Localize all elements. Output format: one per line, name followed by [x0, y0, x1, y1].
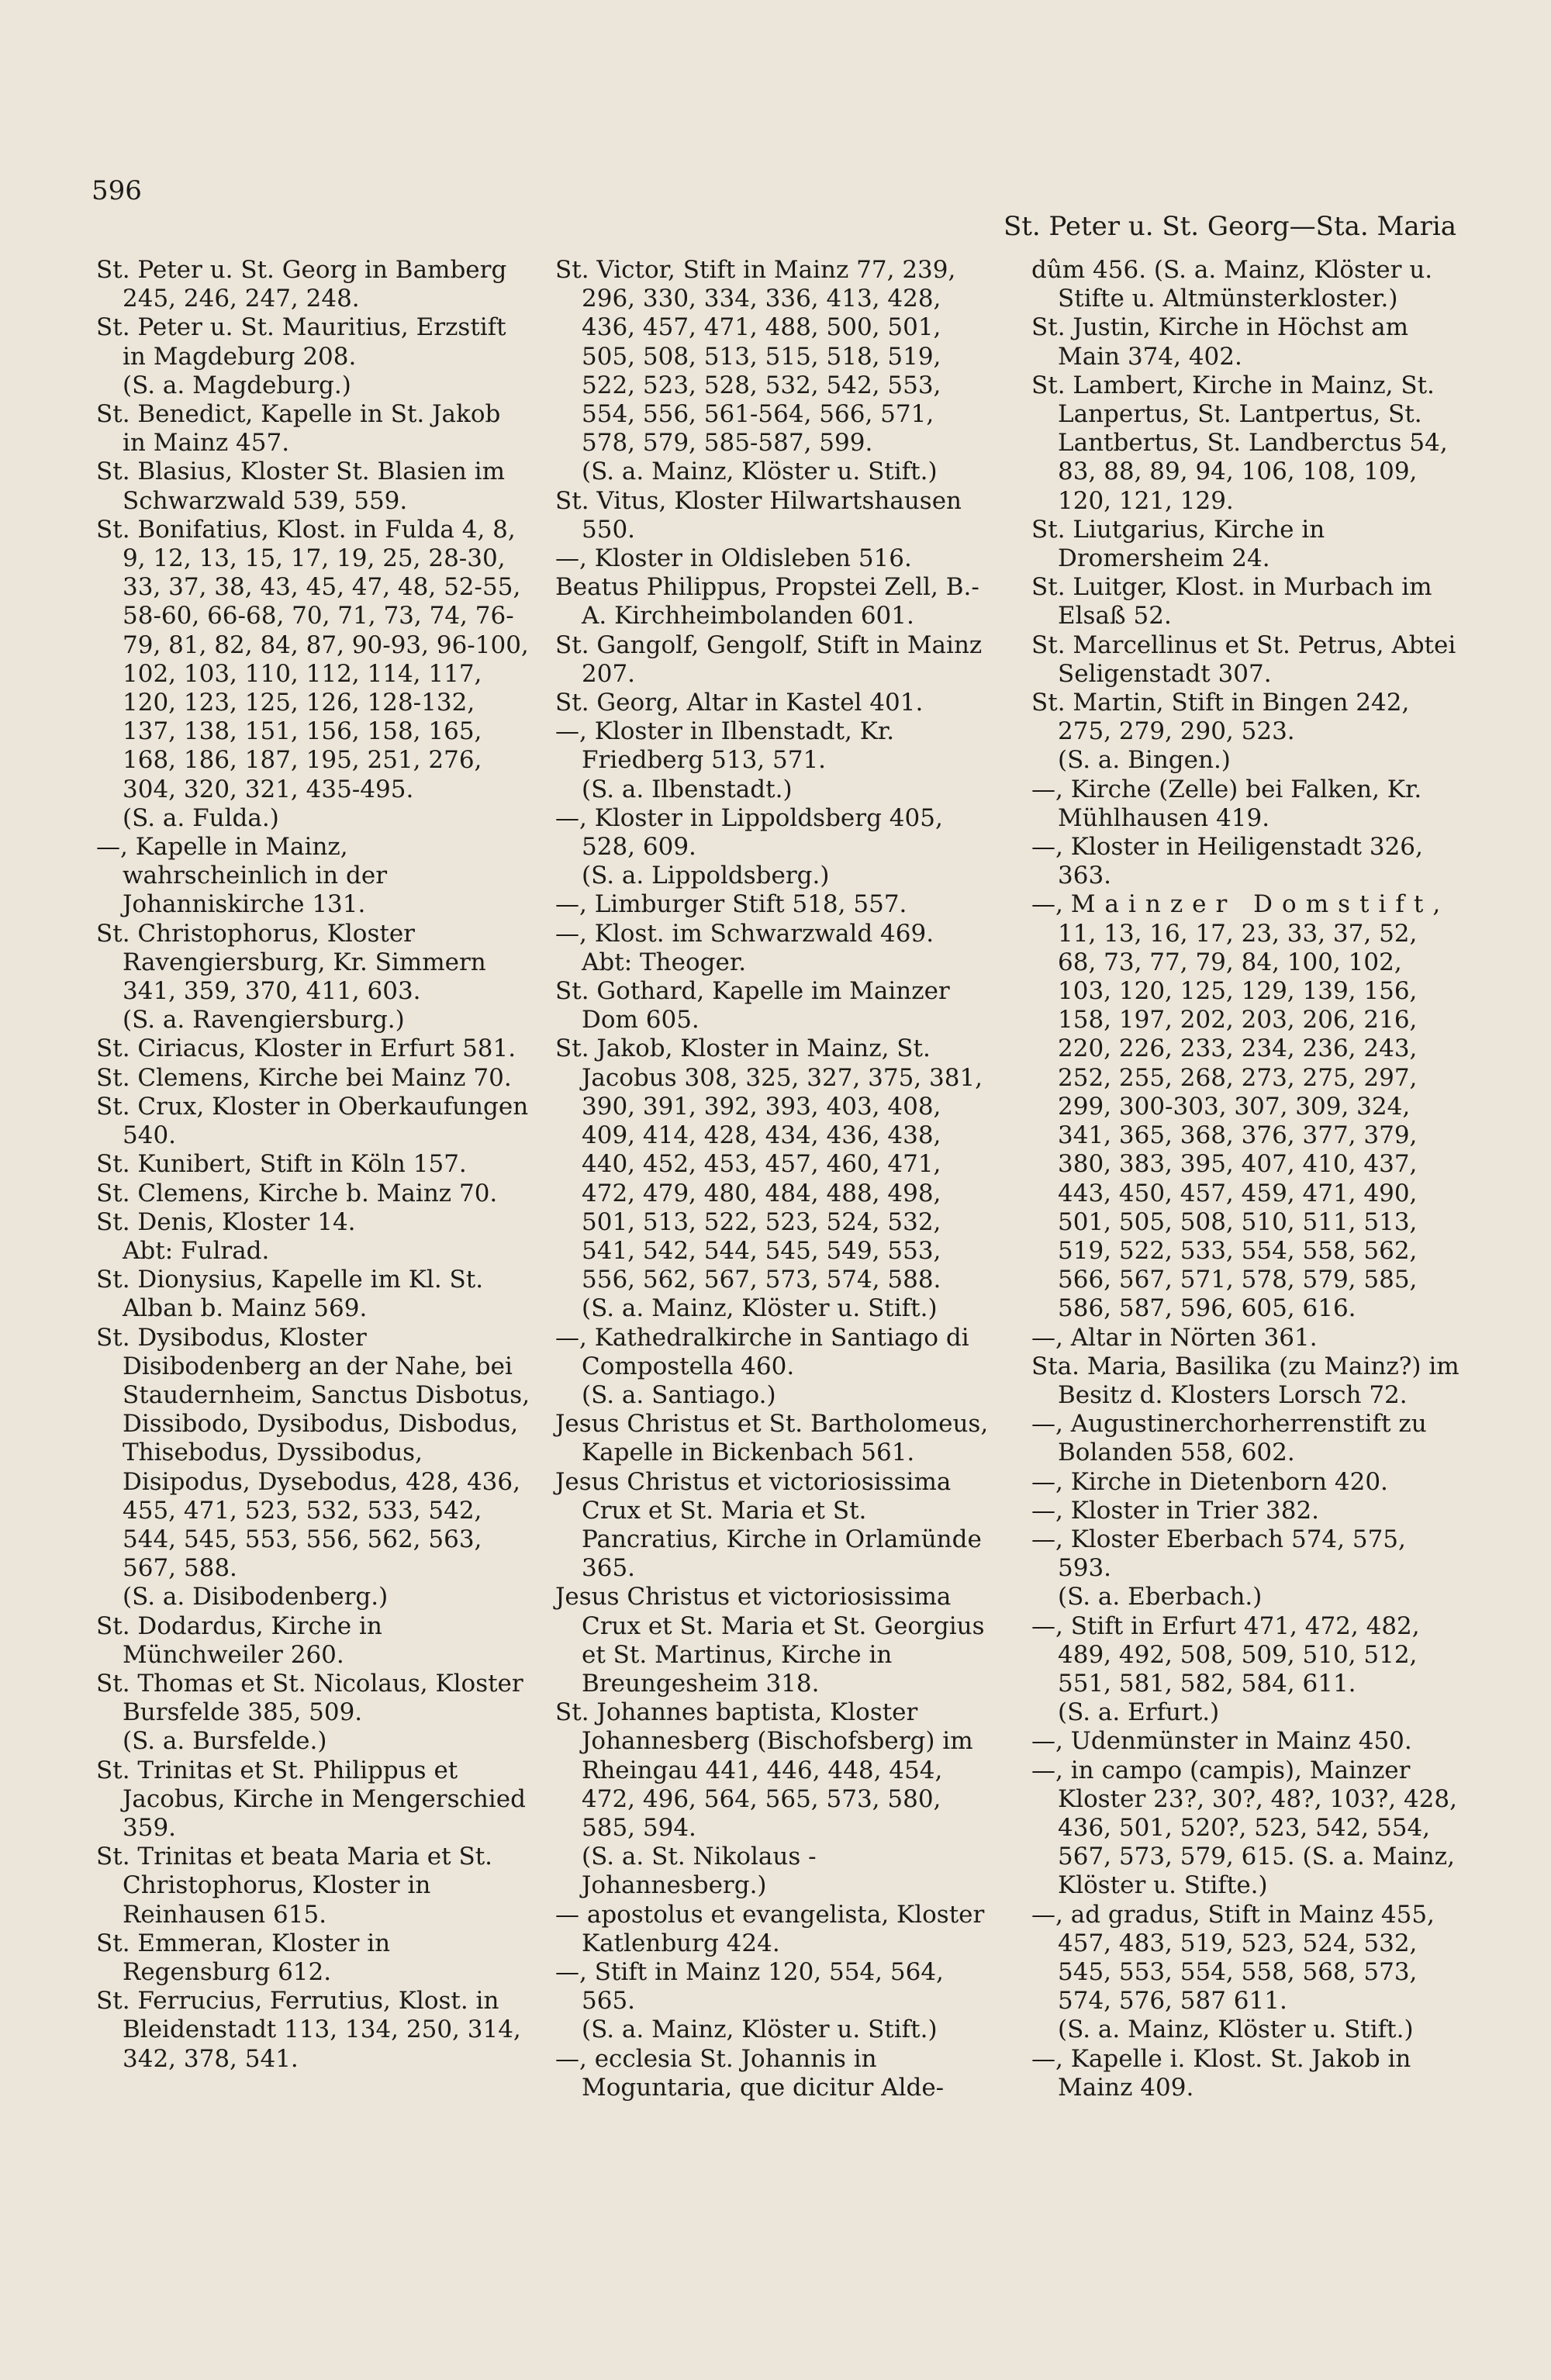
index-entry: Jesus Christus et St. Bartholomeus, Kapelle in Bickenbach 561.: [555, 1410, 989, 1467]
index-entry: St. Peter u. St. Mauritius, Erzstift in Magdeburg 208.: [96, 313, 506, 371]
index-entry: Beatus Philippus, Propstei Zell, B.-A. Kirchheimbolanden 601.: [555, 573, 979, 630]
index-entry: St. Kunibert, Stift in Köln 157.: [96, 1150, 467, 1179]
index-entry: —, Altar in Nörten 361.: [1031, 1323, 1318, 1352]
index-entry: St. Victor, Stift in Mainz 77, 239, 296, 330, 334, 336, 413, 428, 436, 457, 471, 488, 500, 501, 505, 508, 513, 515, 518, 519, 522, 523, 528, 532, 542, 553, 554, 556, 561-564, 566, 571, 578, 579, 585-587, 599.: [555, 256, 956, 458]
index-entry: —, Udenmünster in Mainz 450.: [1031, 1727, 1412, 1756]
index-entry: —, in campo (campis), Mainzer Kloster 23?, 30?, 48?, 103?, 428, 436, 501, 520?, 523, 542, 554, 567, 573, 579, 615. (S. a. Mainz, Klöster u. Stifte.): [1031, 1756, 1457, 1900]
index-entry: —, Kirche (Zelle) bei Falken, Kr. Mühlhausen 419.: [1031, 775, 1422, 832]
running-head: St. Peter u. St. Georg—Sta. Maria: [1003, 211, 1456, 242]
index-entry: — apostolus et evangelista, Kloster Katlenburg 424.: [555, 1900, 985, 1957]
index-entry: St. Ferrucius, Ferrutius, Klost. in Bleidenstadt 113, 134, 250, 314, 342, 378, 541.: [96, 1987, 521, 2073]
index-entry: (S. a. Eberbach.): [1058, 1583, 1263, 1611]
index-entry: St. Georg, Altar in Kastel 401.: [555, 689, 924, 717]
index-entry: (S. a. Ilbenstadt.): [582, 775, 793, 803]
index-entry: St. Peter u. St. Georg in Bamberg 245, 246, 247, 248.: [96, 256, 507, 313]
index-entry: St. Dionysius, Kapelle im Kl. St. Alban b. Mainz 569.: [96, 1266, 484, 1323]
index-entry: (S. a. Mainz, Klöster u. Stift.): [582, 2016, 938, 2044]
index-entry: (S. a. Lippoldsberg.): [582, 862, 830, 890]
index-entry: St. Clemens, Kirche bei Mainz 70.: [96, 1063, 512, 1092]
index-entry: —, Kloster in Heiligenstadt 326, 363.: [1031, 833, 1423, 890]
index-entry: St. Crux, Kloster in Oberkaufungen 540.: [96, 1092, 529, 1150]
index-column-1: [96, 256, 530, 2074]
index-entry: —, Limburger Stift 518, 557.: [555, 890, 907, 919]
index-entry: (S. a. Santiago.): [582, 1380, 776, 1409]
index-entry: —, Stift in Mainz 120, 554, 564, 565.: [555, 1957, 944, 2016]
spaced-heading: Mainzer Domstift: [1070, 890, 1433, 919]
index-entry: St. Gothard, Kapelle im Mainzer Dom 605.: [555, 977, 950, 1035]
index-entry: (S. a. Mainz, Klöster u. Stift.): [1058, 2016, 1414, 2044]
index-entry: St. Benedict, Kapelle in St. Jakob in Mainz 457.: [96, 400, 501, 458]
index-entry: St. Bonifatius, Klost. in Fulda 4, 8, 9, 12, 13, 15, 17, 19, 25, 28-30, 33, 37, 38, 43, 45, 47, 48, 52-55, 58-60, 66-68, 70, 71, 73, 74, 76-79, 81, 82, 84, 87, 90-93, 96-100, 102, 103, 110, 112, 114, 117, 120, 123, 125, 126, 128-132, 137, 138, 151, 156, 158, 165, 168, 186, 187, 195, 251, 276, 304, 320, 321, 435-495.: [96, 515, 529, 803]
index-entry: —, Klost. im Schwarzwald 469.: [555, 919, 934, 948]
index-entry: —, Kapelle in Mainz, wahrscheinlich in der Johanniskirche 131.: [96, 833, 388, 919]
index-column-2: [555, 256, 993, 2102]
index-entry: (S. a. Bursfelde.): [123, 1727, 327, 1756]
index-entry: St. Jakob, Kloster in Mainz, St. Jacobus 308, 325, 327, 375, 381, 390, 391, 392, 393, 403, 408, 409, 414, 428, 434, 436, 438, 440, 452, 453, 457, 460, 471, 472, 479, 480, 484, 488, 498, 501, 513, 522, 523, 524, 532, 541, 542, 544, 545, 549, 553, 556, 562, 567, 573, 574, 588.: [555, 1035, 983, 1294]
index-entry: —, Kloster in Ilbenstadt, Kr. Friedberg 513, 571.: [555, 717, 895, 775]
index-entry: (S. a. Mainz, Klöster u. Stift.): [582, 458, 938, 486]
index-entry: St. Emmeran, Kloster in Regensburg 612.: [96, 1929, 391, 1986]
index-entry: (S. a. Fulda.): [123, 803, 279, 832]
index-entry: —, Augustinerchorherrenstift zu Bolanden 558, 602.: [1031, 1410, 1427, 1467]
index-entry: Jesus Christus et victoriosissima Crux et St. Maria et St. Pancratius, Kirche in Orlamünde 365.: [555, 1467, 982, 1583]
index-entry: Sta. Maria, Basilika (zu Mainz?) im Besitz d. Klosters Lorsch 72.: [1031, 1352, 1459, 1409]
index-entry: St. Lambert, Kirche in Mainz, St. Lanpertus, St. Lantpertus, St. Lantbertus, St. Landberctus 54, 83, 88, 89, 94, 106, 108, 109, 120, 121, 129.: [1031, 371, 1448, 515]
index-entry: —, Kathedralkirche in Santiago di Compostella 460.: [555, 1323, 969, 1380]
index-entry: (S. a. Magdeburg.): [123, 371, 351, 399]
index-entry: St. Marcellinus et St. Petrus, Abtei Seligenstadt 307.: [1031, 630, 1456, 688]
index-entry: St. Dysibodus, Kloster Disibodenberg an der Nahe, bei Staudernheim, Sanctus Disbotus, Dissibodo, Dysibodus, Disbodus, Thisebodus, Dyssibodus, Disipodus, Dysebodus, 428, 436, 455, 471, 523, 532, 533, 542, 544, 545, 553, 556, 562, 563, 567, 588.: [96, 1323, 530, 1583]
index-entry: —, Kapelle i. Klost. St. Jakob in Mainz 409.: [1031, 2044, 1411, 2102]
index-entry: St. Martin, Stift in Bingen 242, 275, 279, 290, 523.: [1031, 689, 1410, 746]
index-entry: (S. a. Bingen.): [1058, 746, 1231, 775]
index-entry: —, Kirche in Dietenborn 420.: [1031, 1467, 1388, 1496]
index-entry: —, Mainzer Domstift, 11, 13, 16, 17, 23, 33, 37, 52, 68, 73, 77, 79, 84, 100, 102, 103, 120, 125, 129, 139, 156, 158, 197, 202, 203, 206, 216, 220, 226, 233, 234, 236, 243, 252, 255, 268, 273, 275, 297, 299, 300-303, 307, 309, 324, 341, 365, 368, 376, 377, 379, 380, 383, 395, 407, 410, 437, 443, 450, 457, 459, 471, 490, 501, 505, 508, 510, 511, 513, 519, 522, 533, 554, 558, 562, 566, 567, 571, 578, 579, 585, 586, 587, 596, 605, 616.: [1031, 890, 1441, 1323]
index-entry: (S. a. Mainz, Klöster u. Stift.): [582, 1294, 938, 1323]
page-number: 596: [92, 175, 142, 206]
index-entry: dûm 456. (S. a. Mainz, Klöster u. Stifte u. Altmünsterkloster.): [1031, 256, 1433, 313]
index-entry: —, ecclesia St. Johannis in Moguntaria, que dicitur Alde-: [555, 2044, 945, 2102]
index-entry: Jesus Christus et victoriosissima Crux et St. Maria et St. Georgius et St. Martinus, Kirche in Breungesheim 318.: [555, 1583, 985, 1698]
index-entry: Abt: Fulrad.: [123, 1236, 270, 1265]
index-entry: St. Liutgarius, Kirche in Dromersheim 24.: [1031, 515, 1325, 573]
index-entry: (S. a. Erfurt.): [1058, 1698, 1220, 1727]
index-entry: St. Trinitas et St. Philippus et Jacobus, Kirche in Mengerschied 359.: [96, 1756, 526, 1842]
index-entry: St. Dodardus, Kirche in Münchweiler 260.: [96, 1611, 382, 1669]
index-entry: (S. a. St. Nikolaus - Johannesberg.): [582, 1843, 817, 1900]
index-entry: (S. a. Disibodenberg.): [123, 1583, 389, 1611]
index-entry: —, Kloster in Oldisleben 516.: [555, 544, 912, 573]
index-entry: St. Gangolf, Gengolf, Stift in Mainz 207.: [555, 630, 983, 688]
index-entry: St. Thomas et St. Nicolaus, Kloster Bursfelde 385, 509.: [96, 1669, 523, 1727]
index-entry: St. Vitus, Kloster Hilwartshausen 550.: [555, 486, 962, 544]
index-entry: Abt: Theoger.: [582, 948, 747, 976]
index-entry: St. Christophorus, Kloster Ravengiersburg, Kr. Simmern 341, 359, 370, 411, 603.: [96, 919, 486, 1006]
index-entry: —, Kloster Eberbach 574, 575, 593.: [1031, 1525, 1406, 1583]
index-entry: St. Luitger, Klost. in Murbach im Elsaß 52.: [1031, 573, 1432, 630]
index-entry: —, ad gradus, Stift in Mainz 455, 457, 483, 519, 523, 524, 532, 545, 553, 554, 558, 568, 573, 574, 576, 587 611.: [1031, 1900, 1435, 2016]
index-entry: St. Johannes baptista, Kloster Johannesberg (Bischofsberg) im Rheingau 441, 446, 448, 454, 472, 496, 564, 565, 573, 580, 585, 594.: [555, 1698, 973, 1842]
index-entry: St. Justin, Kirche in Höchst am Main 374, 402.: [1031, 313, 1409, 371]
index-entry: (S. a. Ravengiersburg.): [123, 1006, 405, 1035]
index-entry: —, Stift in Erfurt 471, 472, 482, 489, 492, 508, 509, 510, 512, 551, 581, 582, 584, 611.: [1031, 1611, 1420, 1698]
index-entry: St. Ciriacus, Kloster in Erfurt 581.: [96, 1035, 516, 1063]
index-entry: —, Kloster in Trier 382.: [1031, 1496, 1320, 1525]
index-column-3: [1031, 256, 1462, 2102]
index-entry: St. Trinitas et beata Maria et St. Christophorus, Kloster in Reinhausen 615.: [96, 1843, 493, 1929]
index-entry: St. Blasius, Kloster St. Blasien im Schwarzwald 539, 559.: [96, 458, 505, 515]
index-entry: St. Clemens, Kirche b. Mainz 70.: [96, 1179, 498, 1207]
index-entry: St. Denis, Kloster 14.: [96, 1207, 356, 1236]
index-entry: —, Kloster in Lippoldsberg 405, 528, 609.: [555, 803, 943, 862]
